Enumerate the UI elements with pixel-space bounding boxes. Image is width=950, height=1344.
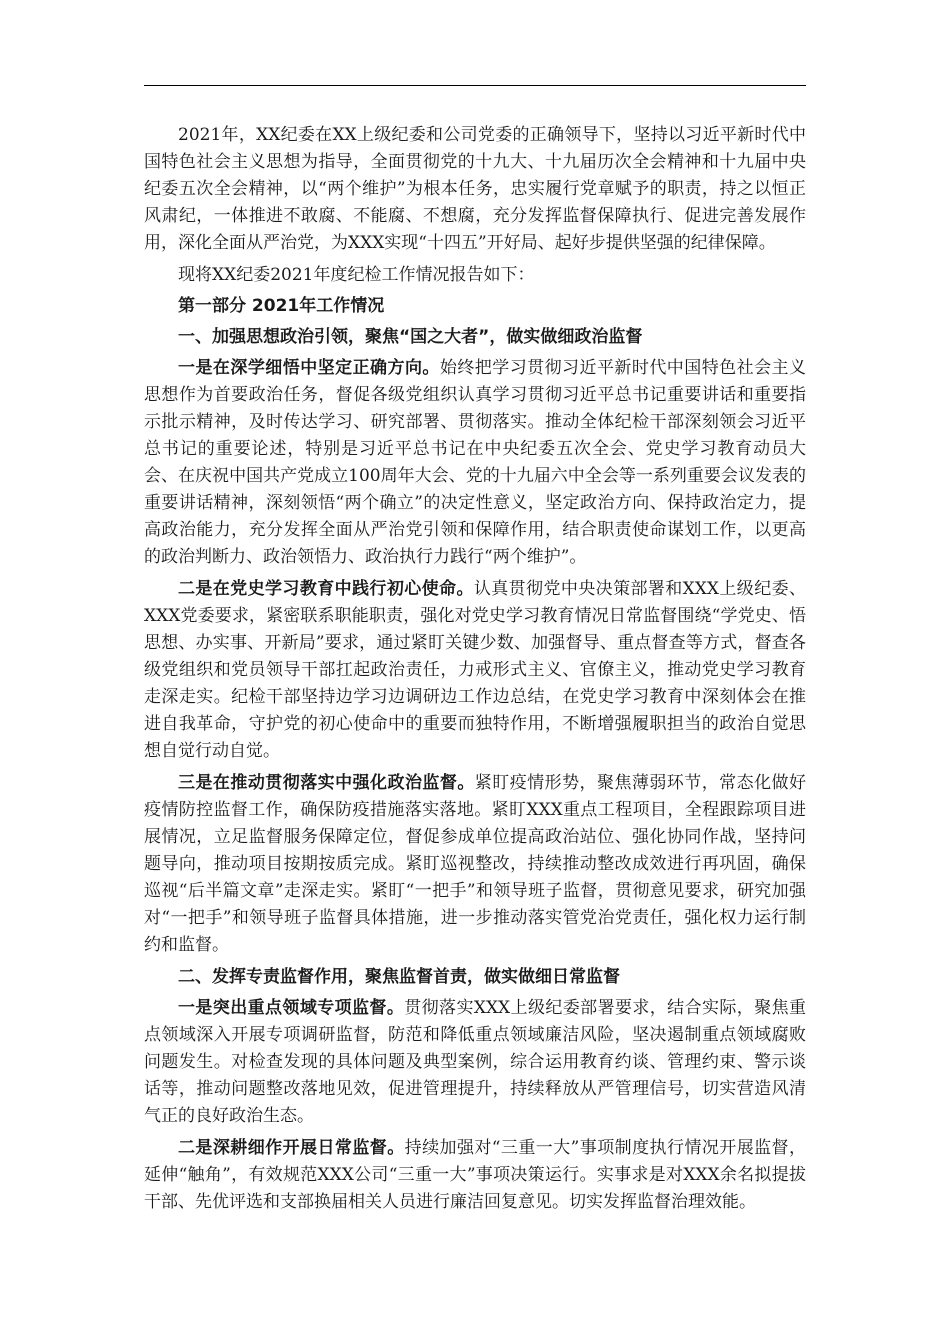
s1-paragraph-3-lead: 三是在推动贯彻落实中强化政治监督。 bbox=[178, 773, 475, 793]
s1-paragraph-2-body: 认真贯彻党中央决策部署和XXX上级纪委、XXX党委要求，紧密联系职能职责，强化对党史学习教育情况日常监督围绕“学党史、悟思想、办实事、开新局”要求，通过紧盯关键少数、加强督导、重点督查等方式，督查各级党组织和党员领导干部扛起政治责任，力戒形式主义、官僚主义，推动党史学习教育走深走实。纪检干部坚持边学习边调研边工作边总结，在党史学习教育中深刻体会在推进自我革命，守护党的初心使命中的重要而独特作用，不断增强履职担当的政治自觉思想自觉行动自觉。 bbox=[144, 579, 806, 761]
s1-paragraph-3-body: 紧盯疫情形势，聚焦薄弱环节，常态化做好疫情防控监督工作，确保防疫措施落实落地。紧盯XXX重点工程项目，全程跟踪项目进展情况，立足监督服务保障定位，督促参成单位提高政治站位、强化协同作战，坚持问题导向，推动项目按期按质完成。紧盯巡视整改，持续推动整改成效进行再巩固，确保巡视“后半篇文章”走深走实。紧盯“一把手”和领导班子监督，贯彻意见要求，研究加强对“一把手”和领导班子监督具体措施，进一步推动落实管党治党责任，强化权力运行制约和监督。 bbox=[144, 773, 807, 955]
s1-paragraph-3 bbox=[144, 770, 806, 959]
s1-paragraph-2 bbox=[144, 576, 806, 765]
document-body bbox=[144, 122, 806, 1221]
header-rule bbox=[144, 85, 806, 86]
s2-paragraph-1-body: 贯彻落实XXX上级纪委部署要求，结合实际，聚焦重点领域深入开展专项调研监督，防范和降低重点领域廉洁风险，坚决遏制重点领域腐败问题发生。对检查发现的具体问题及典型案例，综合运用教育约谈、管理约束、警示谈话等，推动问题整改落地见效，促进管理提升，持续释放从严管理信号，切实营造风清气正的良好政治生态。 bbox=[144, 998, 806, 1126]
s2-paragraph-1-lead: 一是突出重点领域专项监督。 bbox=[178, 998, 405, 1018]
intro-paragraph: 2021年，XX纪委在XX上级纪委和公司党委的正确领导下，坚持以习近平新时代中国特色社会主义思想为指导，全面贯彻党的十九大、十九届历次全会精神和十九届中央纪委五次全会精神，以“两个维护”为根本任务，忠实履行党章赋予的职责，持之以恒正风肃纪，一体推进不敢腐、不能腐、不想腐，充分发挥监督保障执行、促进完善发展作用，深化全面从严治党，为XXX实现“十四五”开好局、起好步提供坚强的纪律保障。 bbox=[144, 125, 806, 253]
s2-paragraph-1 bbox=[144, 995, 806, 1130]
s1-paragraph-1-lead: 一是在深学细悟中坚定正确方向。 bbox=[178, 358, 440, 378]
s2-paragraph-2-lead: 二是深耕细作开展日常监督。 bbox=[178, 1138, 405, 1158]
s1-paragraph-1 bbox=[144, 355, 806, 571]
s1-paragraph-2-lead: 二是在党史学习教育中践行初心使命。 bbox=[178, 579, 474, 599]
s1-paragraph-1-body: 始终把学习贯彻习近平新时代中国特色社会主义思想作为首要政治任务，督促各级党组织认真学习贯彻习近平总书记重要讲话和重要指示批示精神，及时传达学习、研究部署、贯彻落实。推动全体纪检干部深刻领会习近平总书记的重要论述，特别是习近平总书记在中央纪委五次全会、党史学习教育动员大会、在庆祝中国共产党成立100周年大会、党的十九届六中全会等一系列重要会议发表的重要讲话精神，深刻领悟“两个确立”的决定性意义，坚定政治方向、保持政治定力，提高政治能力，充分发挥全面从严治党引领和保障作用，结合职责使命谋划工作，以更高的政治判断力、政治领悟力、政治执行力践行“两个维护”。 bbox=[144, 358, 807, 567]
section2-heading: 二、发挥专责监督作用，聚焦监督首责，做实做细日常监督 bbox=[178, 967, 620, 987]
part1-heading: 第一部分 2021年工作情况 bbox=[178, 296, 385, 316]
report-intro-paragraph: 现将XX纪委2021年度纪检工作情况报告如下： bbox=[178, 265, 535, 285]
s2-paragraph-2-body: 持续加强对“三重一大”事项制度执行情况开展监督，延伸“触角”，有效规范XXX公司“三重一大”事项决策运行。实事求是对XXX余名拟提拔干部、先优评选和支部换届相关人员进行廉洁回复意见。切实发挥监督治理效能。 bbox=[144, 1138, 806, 1212]
section1-heading: 一、加强思想政治引领，聚焦“国之大者”，做实做细政治监督 bbox=[178, 327, 643, 347]
s2-paragraph-2 bbox=[144, 1135, 806, 1216]
